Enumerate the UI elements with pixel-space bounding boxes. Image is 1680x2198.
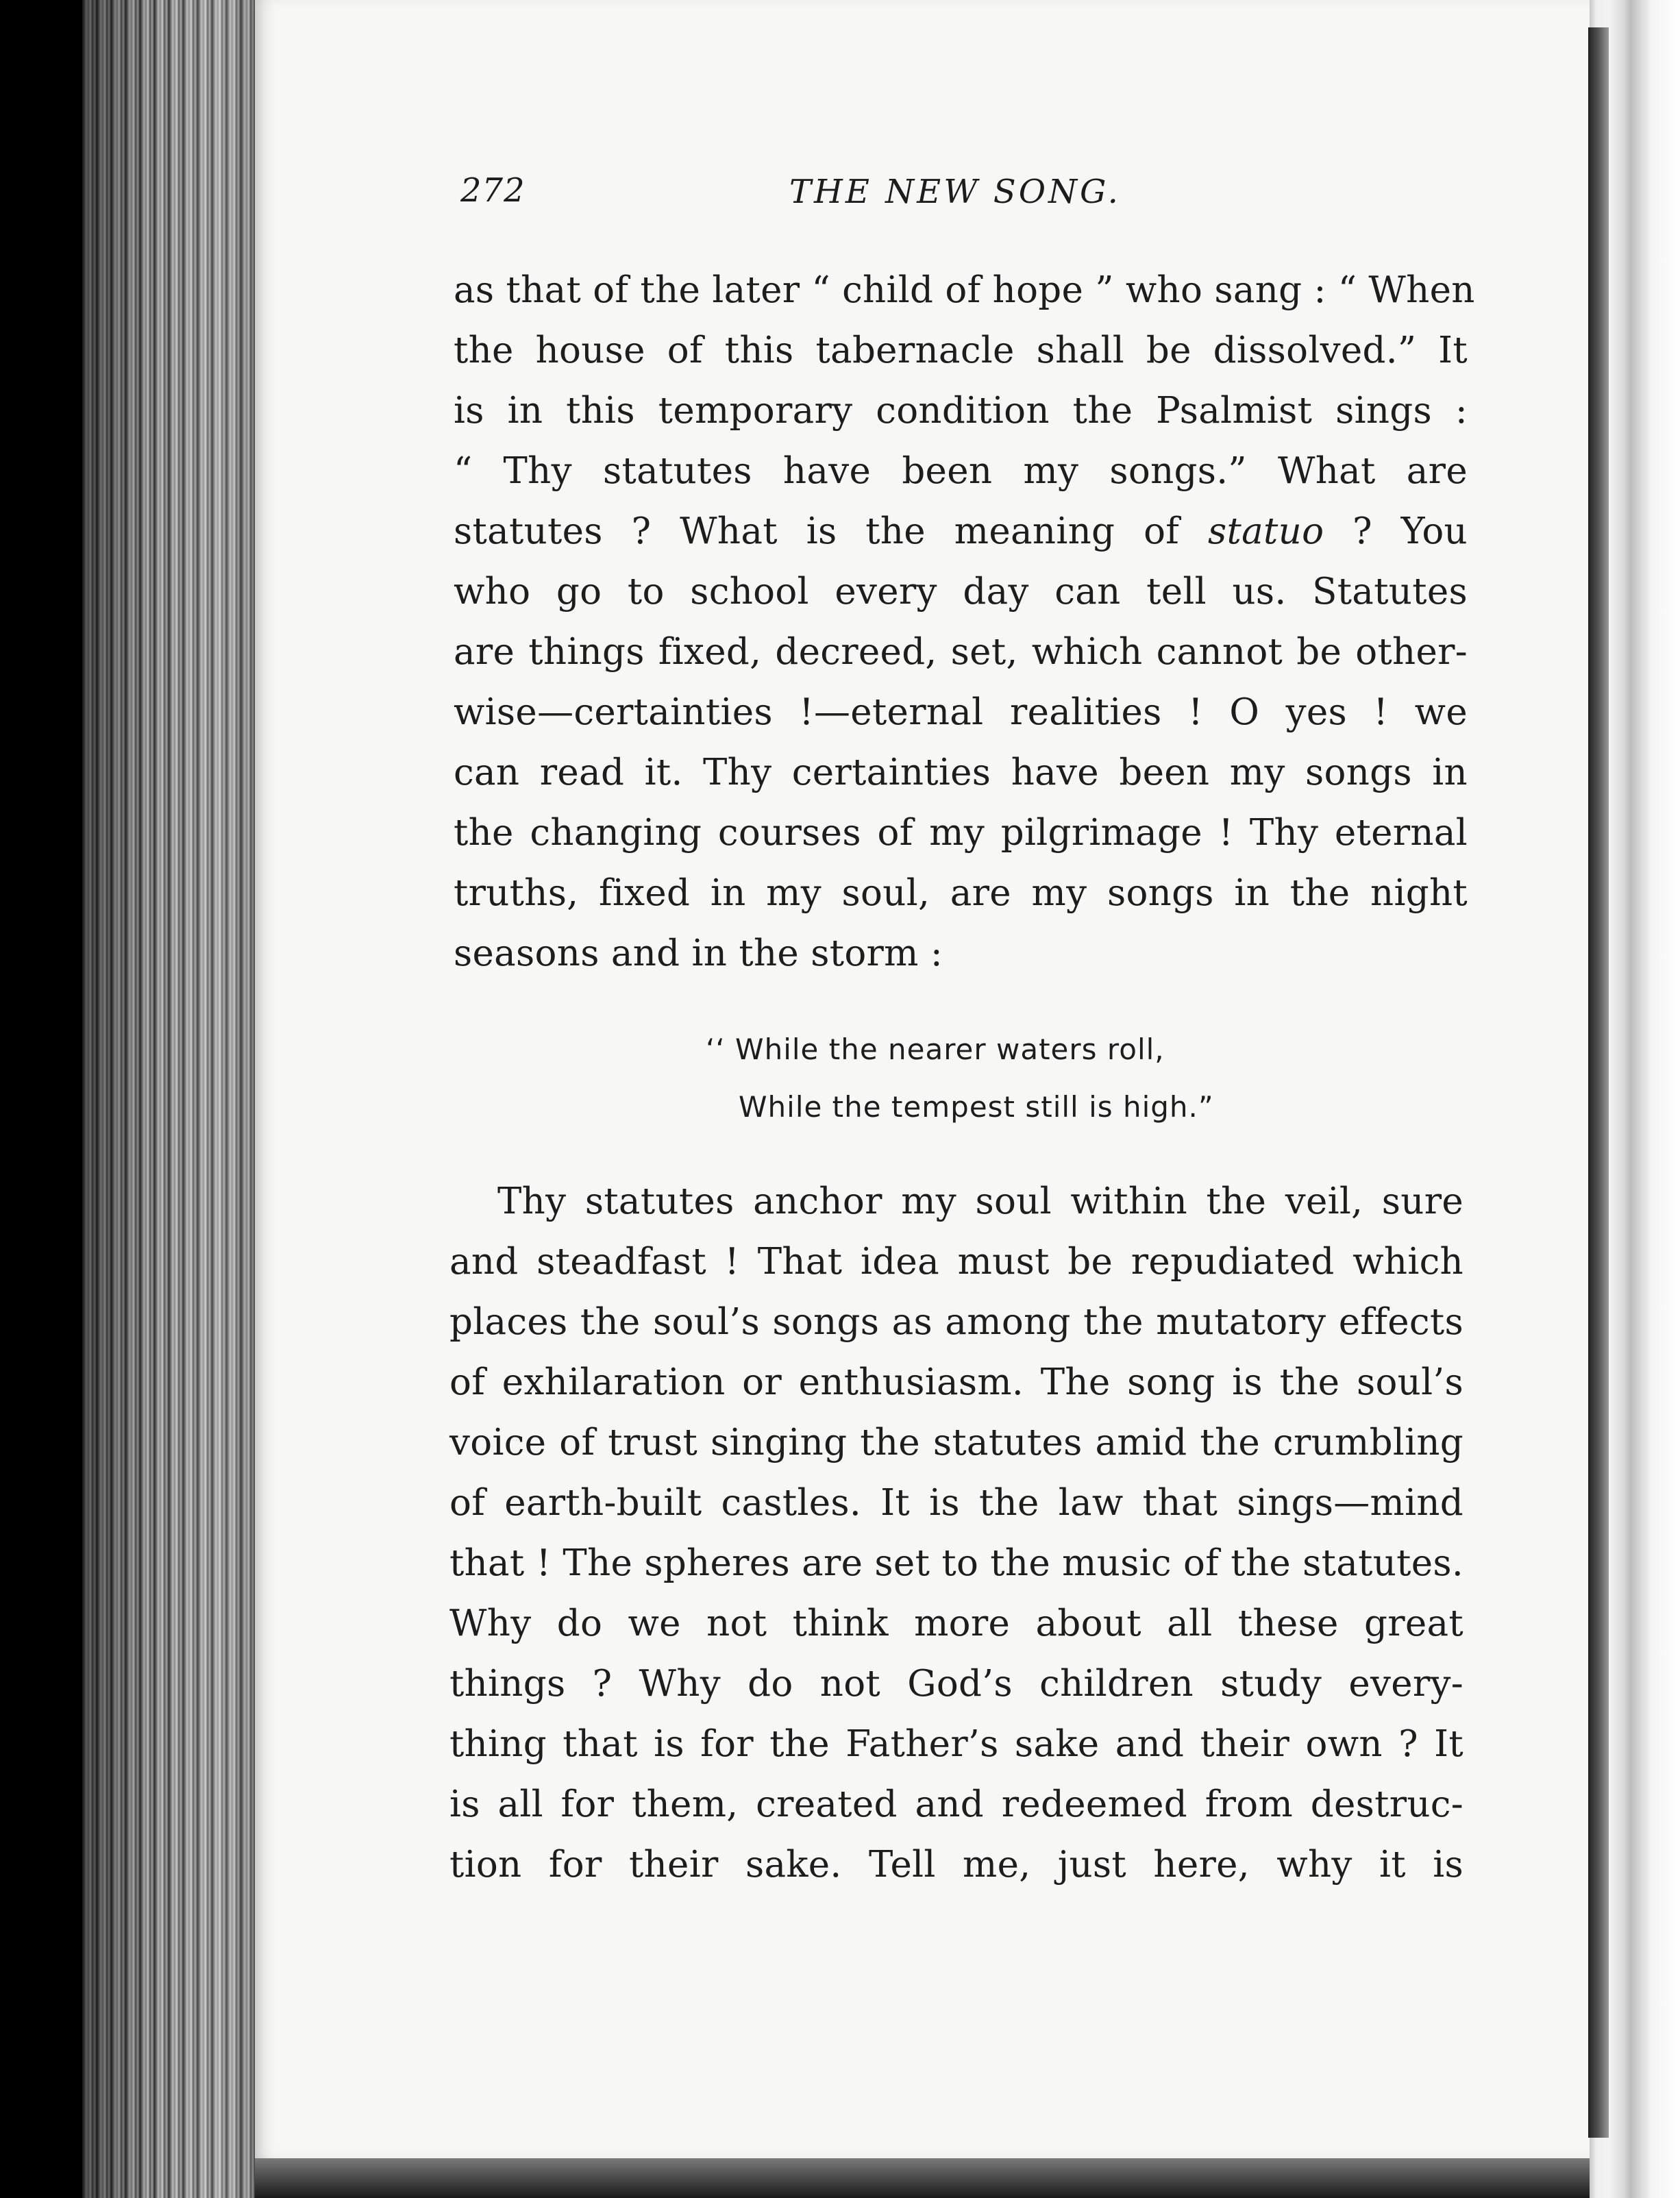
text-line: thing that is for the Father’s sake and their own ? It bbox=[449, 1723, 1463, 1765]
text-line: and steadfast ! That idea must be repudiated which bbox=[449, 1241, 1463, 1283]
text-line: is all for them, created and redeemed from destruc- bbox=[449, 1783, 1463, 1825]
text-line: is in this temporary condition the Psalmist sings : bbox=[454, 390, 1468, 432]
verse-line: While the tempest still is high.” bbox=[739, 1090, 1214, 1124]
text-line: places the soul’s songs as among the mutatory effects bbox=[449, 1301, 1463, 1343]
page-bottom-edge bbox=[255, 2158, 1590, 2198]
text-line: can read it. Thy certainties have been my songs in bbox=[454, 752, 1468, 793]
text-line: of exhilaration or enthusiasm. The song is the soul’s bbox=[449, 1361, 1463, 1403]
running-title: THE NEW SONG. bbox=[789, 173, 1121, 211]
paragraph-1 bbox=[454, 260, 1475, 984]
text-line: the house of this tabernacle shall be dissolved.” It bbox=[454, 330, 1468, 371]
text-line: the changing courses of my pilgrimage ! Thy eternal bbox=[454, 812, 1468, 854]
text-line: “ Thy statutes have been my songs.” What are bbox=[454, 450, 1468, 492]
text-line: things ? Why do not God’s children study every- bbox=[449, 1663, 1463, 1705]
text-line: seasons and in the storm : bbox=[454, 933, 943, 974]
paragraph-2 bbox=[449, 1172, 1463, 1895]
text-line: wise—certainties !—eternal realities ! O yes ! we bbox=[454, 691, 1468, 733]
text-line: tion for their sake. Tell me, just here, why it is bbox=[449, 1844, 1463, 1886]
text-line: truths, fixed in my soul, are my songs in the night bbox=[454, 872, 1468, 914]
text-line: statutes ? What is the meaning of statuo ? You bbox=[454, 510, 1468, 552]
text-line: voice of trust singing the statutes amid the crumbling bbox=[449, 1422, 1463, 1464]
verse-line: ‘‘ While the nearer waters roll, bbox=[706, 1033, 1165, 1066]
page-edges-shadow bbox=[82, 0, 260, 2198]
page-number: 272 bbox=[460, 171, 526, 210]
text-line: who go to school every day can tell us. Statutes bbox=[454, 571, 1468, 613]
binding-shadow bbox=[1588, 27, 1609, 2138]
italic-word: statuo bbox=[1208, 510, 1324, 552]
text-line: that ! The spheres are set to the music of the statutes. bbox=[449, 1542, 1464, 1584]
text-line: Why do we not think more about all these great bbox=[449, 1603, 1463, 1644]
text-line: are things fixed, decreed, set, which cannot be other- bbox=[454, 631, 1468, 673]
verse-quotation bbox=[706, 1021, 1214, 1136]
text-line: of earth-built castles. It is the law that sings—mind bbox=[449, 1482, 1463, 1524]
running-header bbox=[460, 171, 1440, 226]
text-line: as that of the later “ child of hope ” who sang : “ When bbox=[454, 269, 1475, 311]
text-line: Thy statutes anchor my soul within the veil, sure bbox=[497, 1181, 1463, 1222]
